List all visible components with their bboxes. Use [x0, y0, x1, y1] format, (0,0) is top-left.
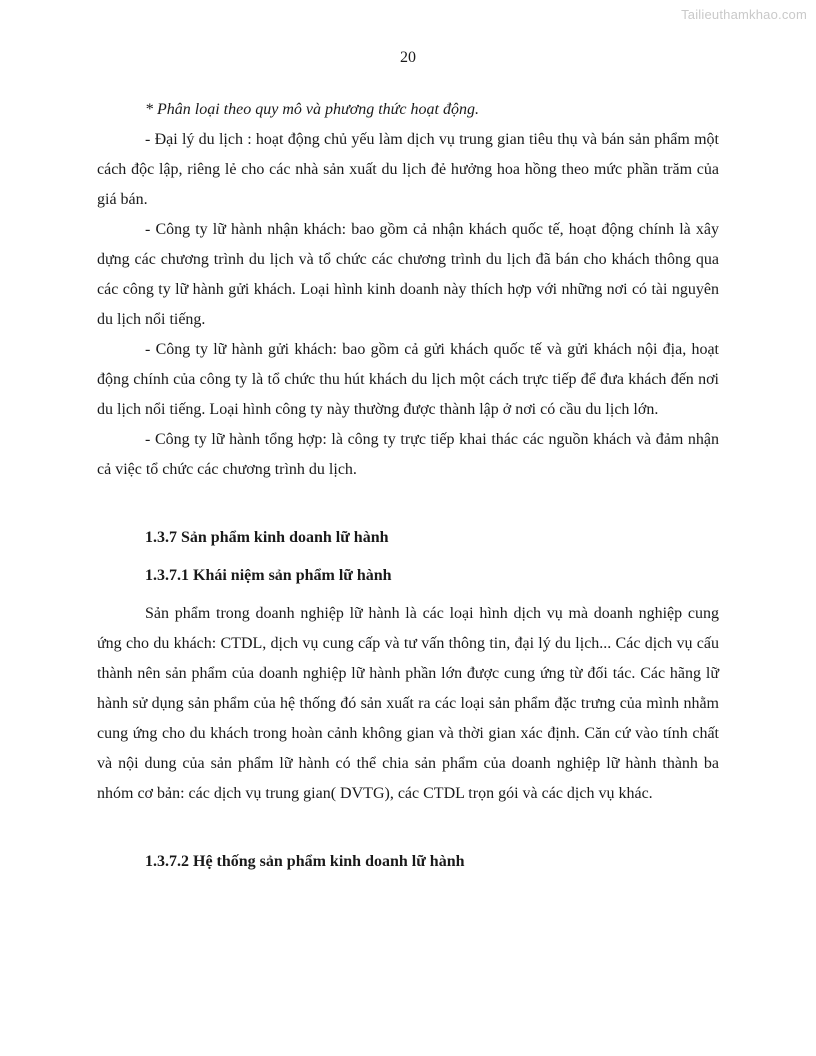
heading-1-3-7: 1.3.7 Sản phẩm kinh doanh lữ hành	[145, 529, 389, 546]
section-intro: * Phân loại theo quy mô và phương thức hoạt động.	[145, 101, 479, 118]
page-number: 20	[400, 49, 416, 66]
paragraph-inbound-company: - Công ty lữ hành nhận khách: bao gồm cả nhận khách quốc tế, hoạt động chính là xây dựng các chương trình du lịch và tổ chức các chương trình du lịch đã bán cho khách thông qua các công ty lữ hành gửi khách. Loại hình kinh doanh này thích hợp với những nơi có tài nguyên du lịch nổi tiếng.	[97, 221, 719, 328]
spacer	[145, 809, 719, 847]
heading-1-3-7-2: 1.3.7.2 Hệ thống sản phẩm kinh doanh lữ hành	[145, 853, 465, 870]
paragraph-product-concept: Sản phẩm trong doanh nghiệp lữ hành là các loại hình dịch vụ mà doanh nghiệp cung ứng cho du khách: CTDL, dịch vụ cung cấp và tư vấn thông tin, đại lý du lịch... Các dịch vụ cấu thành nên sản phẩm của doanh nghiệp lữ hành phần lớn được cung ứng từ đối tác. Các hãng lữ hành sử dụng sản phẩm của hệ thống đó sản xuất ra các loại sản phẩm đặc trưng của mình nhằm cung ứng cho du khách trong hoàn cảnh không gian và thời gian xác định. Căn cứ vào tính chất và nội dung của sản phẩm lữ hành có thể chia sản phẩm của doanh nghiệp lữ hành thành ba nhóm cơ bản: các dịch vụ trung gian( DVTG), các CTDL trọn gói và các dịch vụ khác.	[97, 605, 719, 802]
spacer	[145, 591, 719, 599]
paragraph-travel-agency: - Đại lý du lịch : hoạt động chủ yếu làm dịch vụ trung gian tiêu thụ và bán sản phẩm một cách độc lập, riêng lẻ cho các nhà sản xuất du lịch đẻ hưởng hoa hồng theo mức phần trăm của giá bán.	[97, 131, 719, 208]
heading-1-3-7-1: 1.3.7.1 Khái niệm sản phẩm lữ hành	[145, 567, 392, 584]
spacer	[145, 553, 719, 561]
document-body	[97, 95, 719, 877]
watermark: Tailieuthamkhao.com	[681, 7, 807, 22]
spacer	[145, 485, 719, 523]
paragraph-outbound-company: - Công ty lữ hành gửi khách: bao gồm cả gửi khách quốc tế và gửi khách nội địa, hoạt động chính của công ty là tổ chức thu hút khách du lịch một cách trực tiếp để đưa khách đến nơi du lịch nổi tiếng. Loại hình công ty này thường được thành lập ở nơi có cầu du lịch lớn.	[97, 341, 719, 418]
paragraph-general-company: - Công ty lữ hành tổng hợp: là công ty trực tiếp khai thác các nguồn khách và đảm nhận cả việc tổ chức các chương trình du lịch.	[97, 431, 719, 478]
